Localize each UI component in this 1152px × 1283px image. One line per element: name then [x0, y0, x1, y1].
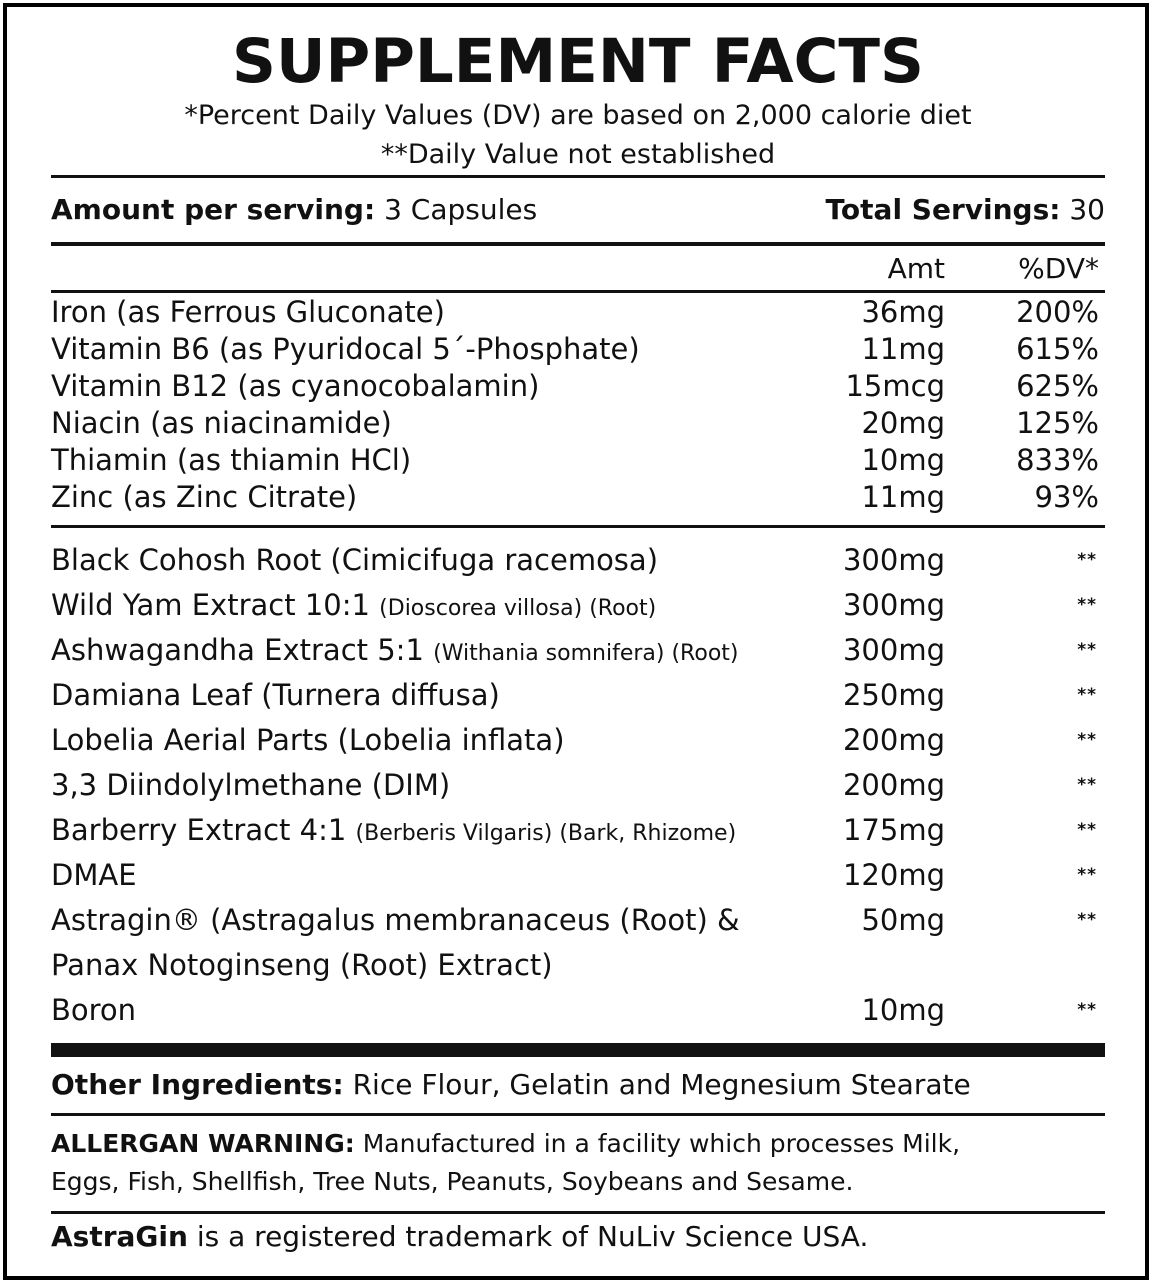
- trademark-text: is a registered trademark of NuLiv Science USA.: [196, 1220, 869, 1253]
- dv-column-header: %DV*: [1018, 252, 1099, 285]
- allergen-warning-continued: Eggs, Fish, Shellfish, Tree Nuts, Peanuts, Soybeans and Sesame.: [51, 1167, 854, 1196]
- amount-per-serving-value: 3 Capsules: [384, 193, 538, 226]
- dv-not-established-mark: **: [1077, 685, 1097, 705]
- dv-not-established-mark: **: [1077, 775, 1097, 795]
- dv-note: *Percent Daily Values (DV) are based on 2,000 calorie diet: [184, 100, 972, 131]
- dv-not-established-mark: **: [1077, 550, 1097, 570]
- divider: [51, 290, 1105, 293]
- dv-not-established-mark: **: [1077, 595, 1097, 615]
- supplement-facts-panel: SUPPLEMENT FACTS *Percent Daily Values (DV) are based on 2,000 calorie diet **Daily Value not established Amount per serving: 3 Capsules Total Servings: 30 Amt %DV* Iron (as Ferrous Gluconate) 36mg 200% Vitamin B6 (as Pyuridocal 5´-Phosphate) 11mg 615% Vitamin B12 (as cyanocobalamin) 15mcg 625% Niacin (as niacinamide) 20mg 125% Thiamin (as thiamin HCl) 10mg 833% Zinc (as Zinc Citrate) 11mg 93% Black Cohosh Root (Cimicifuga racemosa) 300mg ** Wild Yam Extract 10:1 (Dioscorea villosa) (Root) 300mg ** Ashwagandha Extract 5:1 (Withania somnifera) (Root) 300mg ** Damiana Leaf (Turnera diffusa) 250mg ** Lobelia Aerial Parts (Lobelia inflata) 200mg ** 3,3 Diindolylmethane (DIM) 200mg ** Barberry Extract 4:1 (Berberis Vilgaris) (Bark, Rhizome) 175mg ** DMAE 120mg ** Astragin® (Astragalus membranaceus (Root) & 50mg ** Panax Notoginseng (Root) Extract) Boron 10mg ** Other Ingredients: Rice Flour, Gelatin and Megnesium Stearate ALLERGAN WARNING: Manufactured in a facility which processes Milk, Eggs, Fish, Shellfish, Tree Nuts, Peanuts, Soybeans and Sesame. AstraGin is a registered trademark of NuLiv Science USA.: [3, 3, 1149, 1280]
- dv-not-established-mark: **: [1077, 730, 1097, 750]
- trademark-brand: AstraGin: [51, 1220, 188, 1253]
- allergen-warning: ALLERGAN WARNING: Manufactured in a facility which processes Milk,: [51, 1129, 961, 1158]
- amt-column-header: Amt: [887, 252, 945, 285]
- allergen-warning-label: ALLERGAN WARNING:: [51, 1129, 355, 1158]
- divider: [51, 525, 1105, 528]
- other-ingredients-label: Other Ingredients:: [51, 1068, 344, 1101]
- other-ingredients: [51, 1067, 1105, 1103]
- divider: [51, 1211, 1105, 1214]
- panel-title: SUPPLEMENT FACTS: [232, 26, 924, 97]
- divider: [51, 175, 1105, 178]
- thick-divider: [51, 1043, 1105, 1057]
- total-servings-label: Total Servings:: [825, 193, 1061, 226]
- dv-not-established-note: **Daily Value not established: [380, 139, 776, 170]
- amount-per-serving-label: Amount per serving:: [51, 193, 376, 226]
- dv-not-established-mark: **: [1077, 1000, 1097, 1020]
- total-servings-value: 30: [1069, 193, 1105, 226]
- other-ingredients-value: Rice Flour, Gelatin and Megnesium Stearate: [352, 1068, 971, 1101]
- divider: [51, 242, 1105, 246]
- dv-not-established-mark: **: [1077, 910, 1097, 930]
- dv-not-established-mark: **: [1077, 640, 1097, 660]
- dv-not-established-mark: **: [1077, 865, 1097, 885]
- trademark-note: [51, 1219, 1105, 1255]
- dv-not-established-mark: **: [1077, 820, 1097, 840]
- divider: [51, 1113, 1105, 1116]
